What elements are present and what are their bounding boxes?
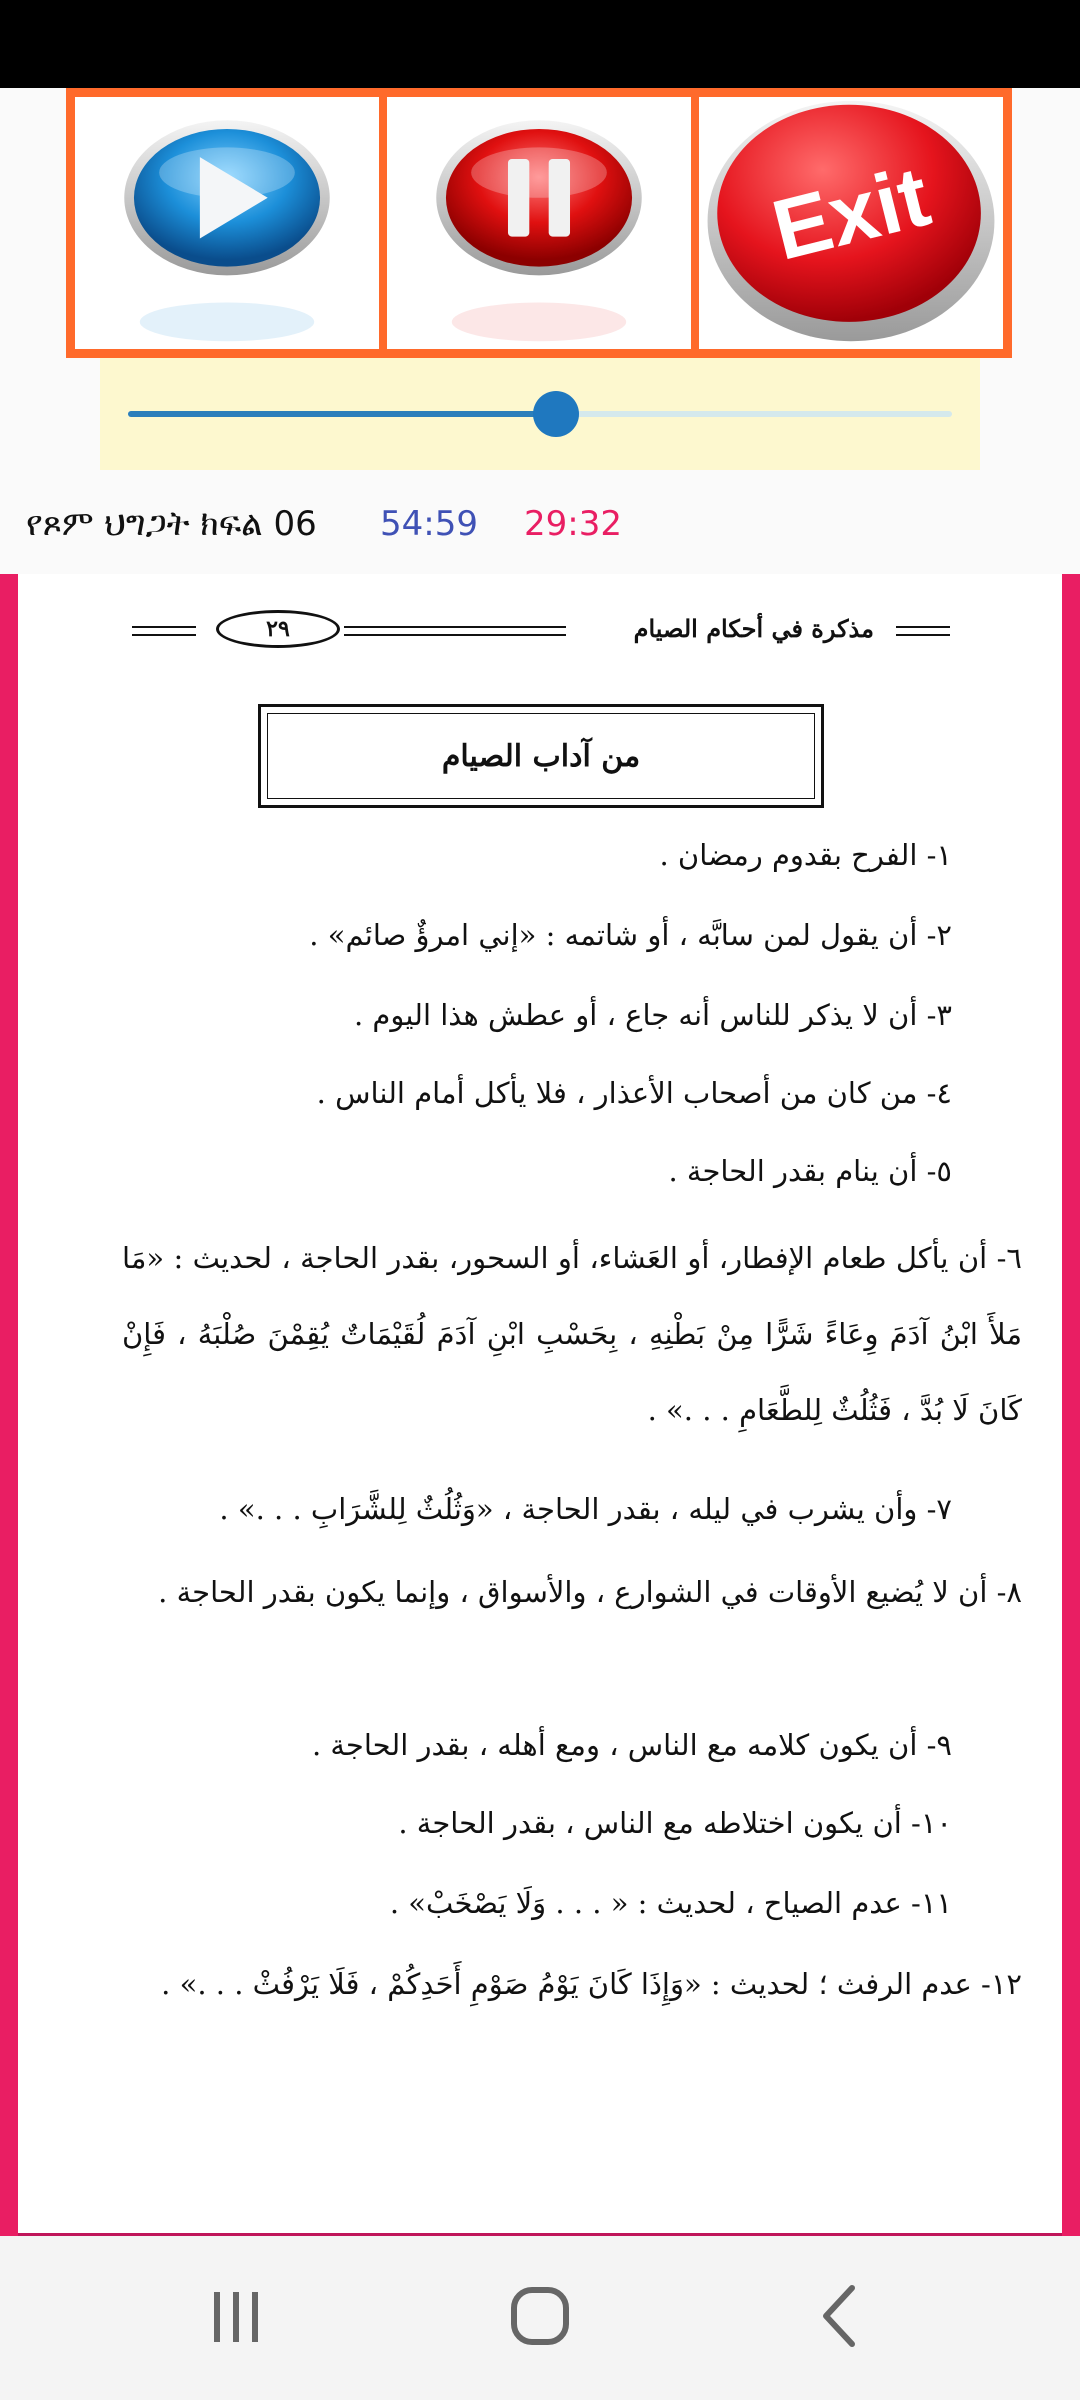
exit-icon xyxy=(699,97,1003,349)
document-viewer[interactable] xyxy=(0,574,1080,2236)
rule-11: ١١- عدم الصياح ، لحديث : « . . . وَلَا يَصْخَبْ» . xyxy=(389,1886,952,1920)
section-title: من آداب الصيام xyxy=(267,713,815,799)
seek-bar[interactable] xyxy=(128,411,952,417)
running-header: مذكرة في أحكام الصيام xyxy=(633,614,874,643)
rule-12: ١٢- عدم الرفث ؛ لحديث : «وَإِذَا كَانَ يَوْمُ صَوْمِ أَحَدِكُمْ ، فَلَا يَرْفُثْ . . .» . xyxy=(161,1967,1022,2001)
rule-6: ٦- أن يأكل طعام الإفطار، أو العَشاء، أو السحور، بقدر الحاجة ، لحديث : «مَا مَلأَ ابْنُ آدَمَ وِعَاءً شَرًّا مِنْ بَطْنِهِ ، بِحَسْبِ ابْنِ آدَمَ لُقَيْمَاتٌ يُقِمْنَ صُلْبَهُ ، فَإِنْ كَانَ لَا بُدَّ ، فَثُلُثٌ لِلطَّعَامِ . . .» . xyxy=(122,1241,1022,1427)
exit-label: Exit xyxy=(763,148,939,279)
home-icon xyxy=(470,2266,610,2366)
rule-10: ١٠- أن يكون اختلاطه مع الناس ، بقدر الحاجة . xyxy=(398,1806,952,1840)
document-page xyxy=(18,574,1062,2236)
track-info xyxy=(0,488,1080,560)
rule-5: ٥- أن ينام بقدر الحاجة . xyxy=(668,1154,952,1188)
pause-icon xyxy=(387,97,691,349)
page-number: ٢٩ xyxy=(216,610,340,648)
status-bar xyxy=(0,0,1080,88)
total-duration: 54:59 xyxy=(380,504,478,544)
page-header xyxy=(132,606,950,662)
seek-panel xyxy=(100,358,980,470)
recent-apps-button[interactable] xyxy=(166,2266,306,2366)
rule-8: ٨- أن لا يُضيع الأوقات في الشوارع ، والأسواق ، وإنما يكون بقدر الحاجة . xyxy=(158,1575,1022,1609)
back-icon xyxy=(770,2266,910,2366)
rule-3: ٣- أن لا يذكر للناس أنه جاع ، أو عطش هذا اليوم . xyxy=(353,998,952,1032)
track-title: የጾም ህግጋት ክፍል 06 xyxy=(26,504,317,544)
home-button[interactable] xyxy=(470,2266,610,2366)
rule-4: ٤- من كان من أصحاب الأعذار ، فلا يأكل أمام الناس . xyxy=(316,1076,952,1110)
rule-9: ٩- أن يكون كلامه مع الناس ، ومع أهله ، بقدر الحاجة . xyxy=(311,1728,952,1762)
play-icon xyxy=(75,97,379,349)
seek-thumb[interactable] xyxy=(533,391,579,437)
rule-1: ١- الفرح بقدوم رمضان . xyxy=(659,838,952,872)
pause-button[interactable] xyxy=(387,97,691,349)
recent-apps-icon xyxy=(166,2266,306,2366)
system-nav-bar xyxy=(0,2236,1080,2400)
play-button[interactable] xyxy=(75,97,379,349)
rule-7: ٧- وأن يشرب في ليله ، بقدر الحاجة ، «وَثُلُثٌ لِلشَّرَابِ . . .» . xyxy=(219,1492,952,1526)
seek-progress xyxy=(128,411,556,417)
current-time: 29:32 xyxy=(524,504,622,544)
rule-2: ٢- أن يقول لمن سابَّه ، أو شاتمه : «إني امرؤٌ صائم» . xyxy=(309,918,952,952)
back-button[interactable] xyxy=(770,2266,910,2366)
exit-button[interactable] xyxy=(699,97,1003,349)
section-title-box xyxy=(258,704,824,808)
player-controls xyxy=(66,88,1012,358)
